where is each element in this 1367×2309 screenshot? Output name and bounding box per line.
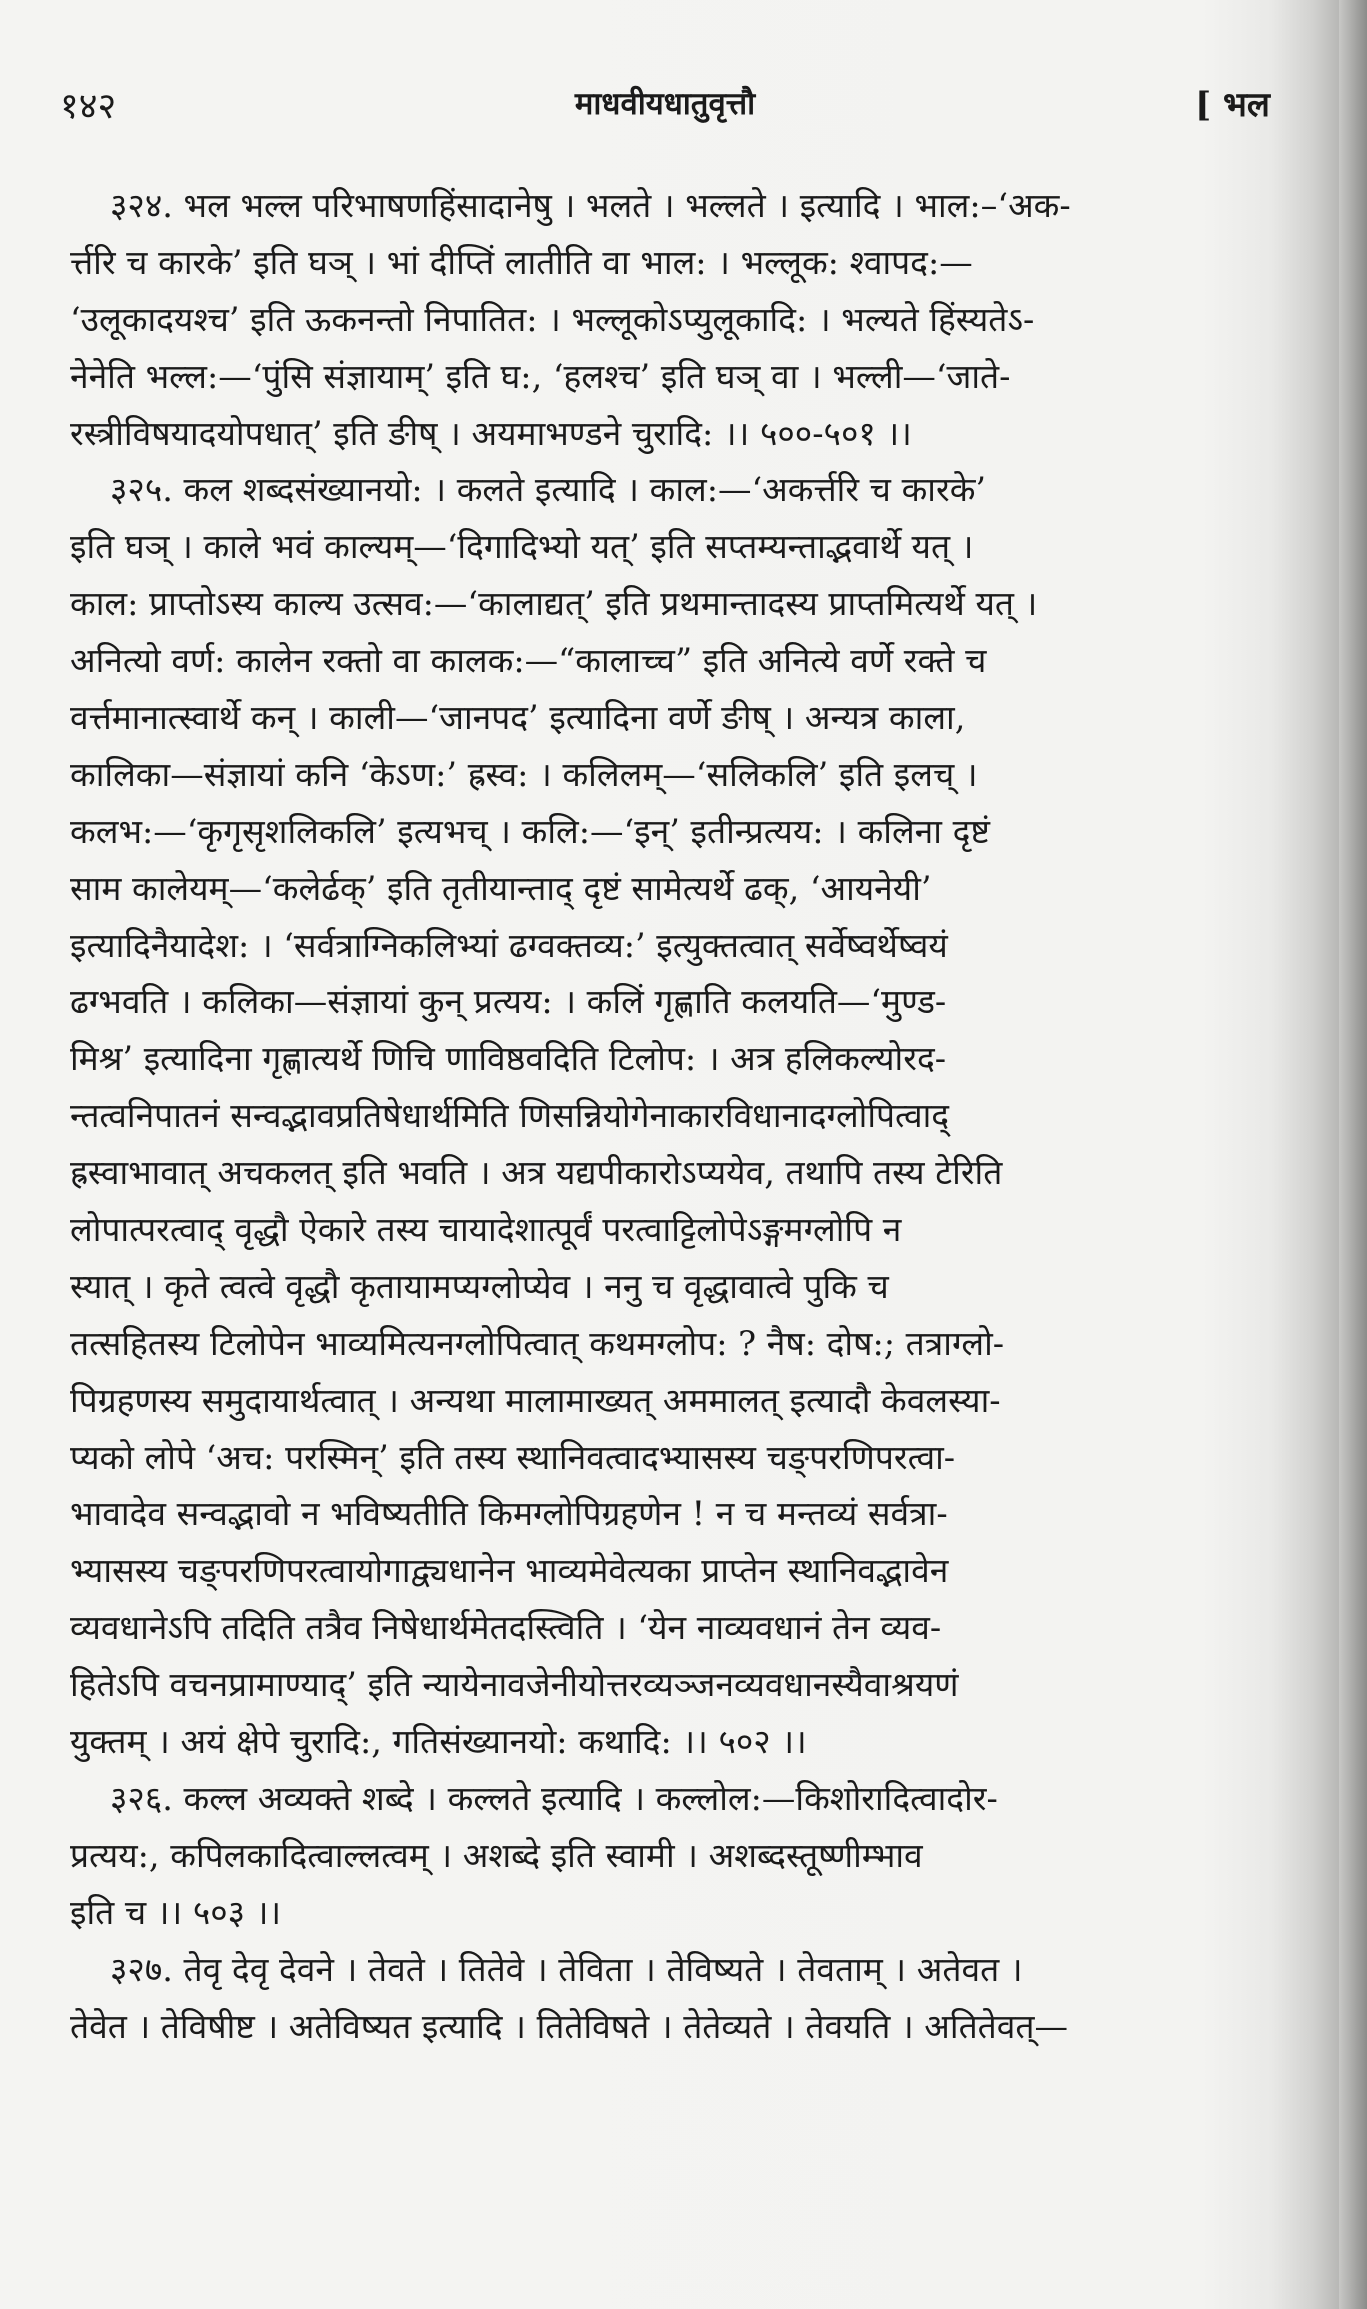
text-line: व्यवधानेऽपि तदिति तत्रैव निषेधार्थमेतदस्त्विति । ‘येन नाव्यवधानं तेन व्यव- xyxy=(70,1608,942,1648)
running-title: माधवीयधातुवृत्तौ xyxy=(574,86,756,122)
text-line: काल: प्राप्तोऽस्य काल्य उत्सव:—‘कालाद्यत्’ इति प्रथमान्तादस्य प्राप्तमित्यर्थे यत् । xyxy=(70,584,1038,624)
text-line: तेवेत । तेविषीष्ट । अतेविष्यत इत्यादि । तितेविषते । तेतेव्यते । तेवयति । अतितेवत्— xyxy=(70,2006,1068,2046)
text-line: मिश्र’ इत्यादिना गृह्णात्यर्थे णिचि णाविष्ठवदिति टिलोप: । अत्र हलिकल्योरद- xyxy=(70,1039,947,1079)
text-line: तत्सहितस्य टिलोपेन भाव्यमित्यनग्लोपित्वात् कथमग्लोप: ? नैष: दोष:; तत्राग्लो- xyxy=(70,1323,1005,1363)
text-line: प्रत्यय:, कपिलकादित्वाल्लत्वम् । अशब्दे इति स्वामी । अशब्दस्तूष्णीम्भाव xyxy=(70,1835,923,1875)
text-line: ३२५. कल शब्दसंख्यानयो: । कलते इत्यादि । काल:—‘अकर्त्तरि च कारके’ xyxy=(110,470,987,510)
text-line: युक्तम् । अयं क्षेपे चुरादि:, गतिसंख्यानयो: कथादि: ।। ५०२ ।। xyxy=(70,1722,807,1762)
text-line: भ्यासस्य चङ्परणिपरत्वायोगाद्व्यधानेन भाव्यमेवेत्यका प्राप्तेन स्थानिवद्भावेन xyxy=(70,1551,949,1591)
text-line: न्तत्वनिपातनं सन्वद्भावप्रतिषेधार्थमिति णिसन्नियोगेनाकारविधानादग्लोपित्वाद् xyxy=(70,1096,950,1136)
text-line: पिग्रहणस्य समुदायार्थत्वात् । अन्यथा मालामाख्यत् अममालत् इत्यादौ केवलस्या- xyxy=(70,1380,1001,1420)
text-line: ढग्भवति । कलिका—संज्ञायां कुन् प्रत्यय: । कलिं गृह्णाति कलयति—‘मुण्ड- xyxy=(70,982,947,1022)
text-line: र्त्तरि च कारके’ इति घञ् । भां दीप्तिं लातीति वा भाल: । भल्लूक: श्वापद:— xyxy=(70,242,973,282)
page-header xyxy=(60,80,1270,140)
text-line: हितेऽपि वचनप्रामाण्याद्’ इति न्यायेनावजेनीयोत्तरव्यञ्जनव्यवधानस्यैवाश्रयणं xyxy=(70,1665,959,1705)
text-line: अनित्यो वर्ण: कालेन रक्तो वा कालक:—“कालाच्च” इति अनित्ये वर्णे रक्ते च xyxy=(70,641,987,681)
page-number: १४२ xyxy=(60,86,117,127)
text-line: भावादेव सन्वद्भावो न भविष्यतीति किमग्लोपिग्रहणेन ! न च मन्तव्यं सर्वत्रा- xyxy=(70,1494,948,1534)
text-line: स्यात् । कृते त्वत्वे वृद्धौ कृतायामप्यग्लोप्येव । ननु च वृद्धावात्वे पुकि च xyxy=(70,1266,889,1306)
text-line: साम कालेयम्—‘कलेर्ढक्’ इति तृतीयान्ताद् दृष्टं सामेत्यर्थे ढक्, ‘आयनेयी’ xyxy=(70,868,932,908)
text-line: इत्यादिनैयादेश: । ‘सर्वत्राग्निकलिभ्यां ढग्वक्तव्य:’ इत्युक्तत्वात् सर्वेष्वर्थेष्वयं xyxy=(70,925,948,965)
text-line: रस्त्रीविषयादयोपधात्’ इति ङीष् । अयमाभण्डने चुरादि: ।। ५००-५०१ ।। xyxy=(70,413,912,453)
section-word: [ भल xyxy=(1195,85,1270,125)
text-line: ३२७. तेवृ देवृ देवने । तेवते । तितेवे । तेविता । तेविष्यते । तेवताम् । अतेवत । xyxy=(110,1949,1023,1989)
text-line: प्यको लोपे ‘अच: परस्मिन्’ इति तस्य स्थानिवत्वादभ्यासस्य चङ्परणिपरत्वा- xyxy=(70,1437,956,1477)
text-line: कालिका—संज्ञायां कनि ‘केऽण:’ ह्रस्व: । कलिलम्—‘सलिकलि’ इति इलच् । xyxy=(70,754,978,794)
text-line: ह्रस्वाभावात् अचकलत् इति भवति । अत्र यद्यपीकारोऽप्ययेव, तथापि तस्य टेरिति xyxy=(70,1153,1003,1193)
text-line: इति घञ् । काले भवं काल्यम्—‘दिगादिभ्यो यत्’ इति सप्तम्यन्ताद्भवार्थे यत् । xyxy=(70,527,974,567)
text-line: कलभ:—‘कृगृसृशलिकलि’ इत्यभच् । कलि:—‘इन्’ इतीन्प्रत्यय: । कलिना दृष्टं xyxy=(70,811,990,851)
text-line: नेनेति भल्ल:—‘पुंसि संज्ञायाम्’ इति घ:, ‘हलश्च’ इति घञ् वा । भल्ली—‘जाते- xyxy=(70,356,1011,396)
text-line: लोपात्परत्वाद् वृद्धौ ऐकारे तस्य चायादेशात्पूर्वं परत्वाट्टिलोपेऽङ्गमग्लोपि न xyxy=(70,1210,902,1250)
text-line: ३२६. कल्ल अव्यक्ते शब्दे । कल्लते इत्यादि । कल्लोल:—किशोरादित्वादोर- xyxy=(110,1778,998,1818)
book-gutter-edge xyxy=(1339,0,1367,2309)
text-line: वर्त्तमानात्स्वार्थे कन् । काली—‘जानपद’ इत्यादिना वर्णे ङीष् । अन्यत्र काला, xyxy=(70,698,966,738)
text-line: ३२४. भल भल्ल परिभाषणहिंसादानेषु । भलते । भल्लते । इत्यादि । भाल:–‘अक- xyxy=(110,186,1071,225)
text-line: इति च ।। ५०३ ।। xyxy=(70,1892,282,1932)
text-line: ‘उलूकादयश्च’ इति ऊकनन्तो निपातित: । भल्लूकोऽप्युलूकादि: । भल्यते हिंस्यतेऽ- xyxy=(70,299,1035,339)
text-body xyxy=(70,178,1270,2055)
